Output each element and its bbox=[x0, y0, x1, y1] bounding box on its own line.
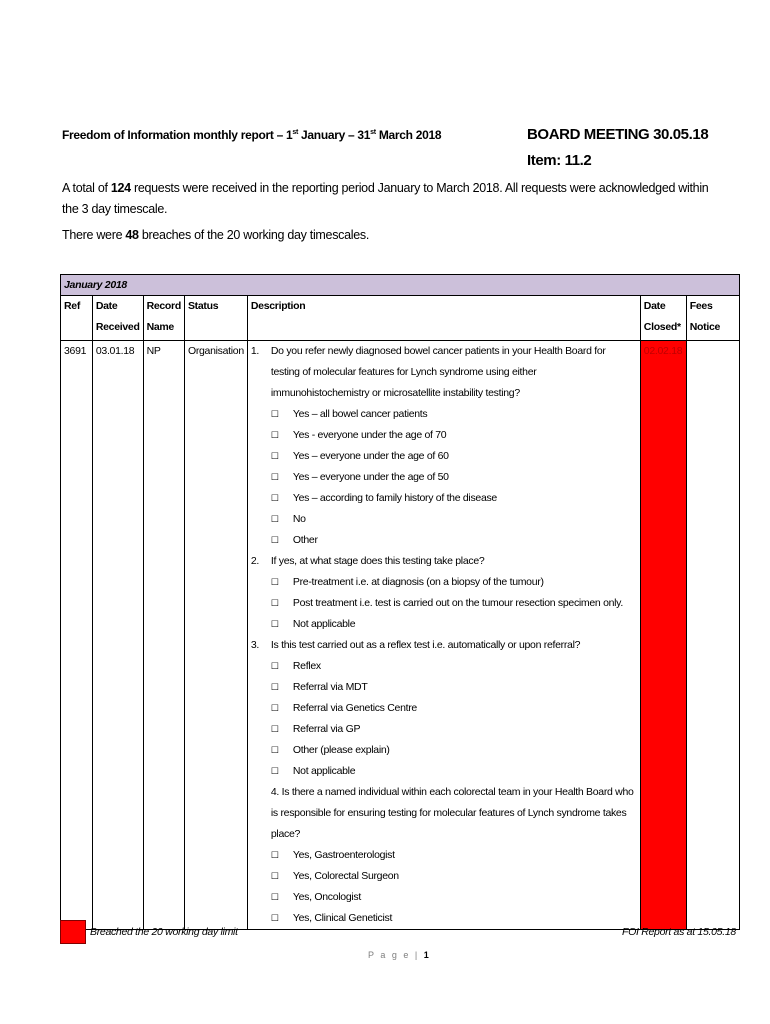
option-label: Yes, Oncologist bbox=[292, 891, 361, 903]
option-label: Yes – all bowel cancer patients bbox=[292, 408, 428, 420]
checkbox-icon[interactable]: ☐ bbox=[270, 661, 279, 671]
cell-record-name: NP bbox=[143, 341, 184, 930]
option-label: Post treatment i.e. test is carried out on the tumour resection specimen only. bbox=[292, 597, 623, 609]
checkbox-icon[interactable]: ☐ bbox=[270, 892, 279, 902]
breach-legend-label: Breached the 20 working day limit bbox=[90, 926, 238, 938]
option-item bbox=[251, 866, 637, 887]
checkbox-icon[interactable]: ☐ bbox=[270, 766, 279, 776]
question-text: If yes, at what stage does this testing take place? bbox=[270, 555, 485, 567]
option-item bbox=[251, 698, 637, 719]
checkbox-icon[interactable]: ☐ bbox=[270, 409, 279, 419]
header-ref: Ref bbox=[61, 296, 93, 341]
page-number: P a g e | 1 bbox=[368, 950, 429, 960]
cell-date-received: 03.01.18 bbox=[92, 341, 143, 930]
question-number: 3. bbox=[250, 639, 260, 651]
option-label: Reflex bbox=[292, 660, 321, 672]
checkbox-icon[interactable]: ☐ bbox=[270, 472, 279, 482]
month-label: January 2018 bbox=[61, 275, 740, 296]
checkbox-icon[interactable]: ☐ bbox=[270, 619, 279, 629]
option-item bbox=[251, 761, 637, 782]
option-item bbox=[251, 845, 637, 866]
cell-fees-notice bbox=[686, 341, 739, 930]
header-record-name: Record Name bbox=[143, 296, 184, 341]
checkbox-icon[interactable]: ☐ bbox=[270, 451, 279, 461]
table-row bbox=[61, 341, 740, 930]
option-item bbox=[251, 467, 637, 488]
question-list bbox=[251, 341, 637, 929]
checkbox-icon[interactable]: ☐ bbox=[270, 430, 279, 440]
option-item bbox=[251, 572, 637, 593]
question-number: 2. bbox=[250, 555, 260, 567]
option-label: Yes – everyone under the age of 60 bbox=[292, 450, 449, 462]
cell-ref: 3691 bbox=[61, 341, 93, 930]
option-label: Yes – everyone under the age of 50 bbox=[292, 471, 449, 483]
cell-status: Organisation bbox=[184, 341, 247, 930]
option-label: Referral via Genetics Centre bbox=[292, 702, 417, 714]
option-item bbox=[251, 908, 637, 929]
checkbox-icon[interactable]: ☐ bbox=[270, 724, 279, 734]
option-label: Pre-treatment i.e. at diagnosis (on a biopsy of the tumour) bbox=[292, 576, 544, 588]
option-label: Referral via MDT bbox=[292, 681, 368, 693]
option-label: Other (please explain) bbox=[292, 744, 390, 756]
option-item bbox=[251, 656, 637, 677]
report-title: Freedom of Information monthly report – 1st January – 31st March 2018 bbox=[62, 128, 442, 142]
header-description: Description bbox=[247, 296, 640, 341]
option-label: Yes – according to family history of the disease bbox=[292, 492, 497, 504]
checkbox-icon[interactable]: ☐ bbox=[270, 703, 279, 713]
option-label: No bbox=[292, 513, 306, 525]
checkbox-icon[interactable]: ☐ bbox=[270, 514, 279, 524]
checkbox-icon[interactable]: ☐ bbox=[270, 913, 279, 923]
option-label: Yes, Clinical Geneticist bbox=[292, 912, 393, 924]
option-item bbox=[251, 530, 637, 551]
report-date: FOI Report as at 15.05.18 bbox=[622, 926, 736, 938]
question-item: 4. Is there a named individual within each colorectal team in your Health Board who is responsible for ensuring testing for molecular features of Lynch syndrome takes place? bbox=[270, 786, 634, 840]
header-date-closed: Date Closed* bbox=[640, 296, 686, 341]
option-item bbox=[251, 593, 637, 614]
foi-requests-table bbox=[60, 274, 740, 930]
question-item bbox=[251, 551, 637, 572]
item-number: Item: 11.2 bbox=[527, 152, 592, 169]
checkbox-icon[interactable]: ☐ bbox=[270, 682, 279, 692]
option-item bbox=[251, 488, 637, 509]
month-header-row bbox=[61, 275, 740, 296]
checkbox-icon[interactable]: ☐ bbox=[270, 577, 279, 587]
option-label: Not applicable bbox=[292, 618, 356, 630]
question-text: Do you refer newly diagnosed bowel cancer patients in your Health Board for testing of molecular features for Lynch syndrome using either immunohistochemistry or microsatellite instability testing? bbox=[270, 345, 606, 399]
option-label: Referral via GP bbox=[292, 723, 361, 735]
header-status: Status bbox=[184, 296, 247, 341]
option-item bbox=[251, 719, 637, 740]
checkbox-icon[interactable]: ☐ bbox=[270, 493, 279, 503]
cell-description bbox=[247, 341, 640, 930]
header-date-received: Date Received bbox=[92, 296, 143, 341]
board-meeting-label: BOARD MEETING 30.05.18 bbox=[527, 126, 709, 143]
option-label: Yes, Gastroenterologist bbox=[292, 849, 395, 861]
option-label: Yes, Colorectal Surgeon bbox=[292, 870, 399, 882]
option-item bbox=[251, 887, 637, 908]
option-label: Other bbox=[292, 534, 318, 546]
question-item bbox=[251, 341, 637, 404]
header-fees-notice: Fees Notice bbox=[686, 296, 739, 341]
option-item bbox=[251, 677, 637, 698]
intro-paragraph: A total of 124 requests were received in the reporting period January to March 2018. All requests were acknowledged within the 3 day timescale. bbox=[62, 181, 709, 216]
option-item bbox=[251, 740, 637, 761]
option-label: Yes - everyone under the age of 70 bbox=[292, 429, 447, 441]
question-text: Is this test carried out as a reflex test i.e. automatically or upon referral? bbox=[270, 639, 581, 651]
checkbox-icon[interactable]: ☐ bbox=[270, 745, 279, 755]
option-item bbox=[251, 404, 637, 425]
question-number: 1. bbox=[250, 345, 260, 357]
breach-legend-swatch bbox=[60, 920, 86, 944]
option-item bbox=[251, 509, 637, 530]
breach-summary: There were 48 breaches of the 20 working day timescales. bbox=[62, 228, 370, 242]
option-label: Not applicable bbox=[292, 765, 356, 777]
cell-date-closed: 02.02.18 bbox=[640, 341, 686, 930]
option-item bbox=[251, 425, 637, 446]
question-item bbox=[251, 635, 637, 656]
option-item bbox=[251, 446, 637, 467]
option-item bbox=[251, 614, 637, 635]
checkbox-icon[interactable]: ☐ bbox=[270, 850, 279, 860]
checkbox-icon[interactable]: ☐ bbox=[270, 535, 279, 545]
checkbox-icon[interactable]: ☐ bbox=[270, 598, 279, 608]
checkbox-icon[interactable]: ☐ bbox=[270, 871, 279, 881]
column-header-row bbox=[61, 296, 740, 341]
